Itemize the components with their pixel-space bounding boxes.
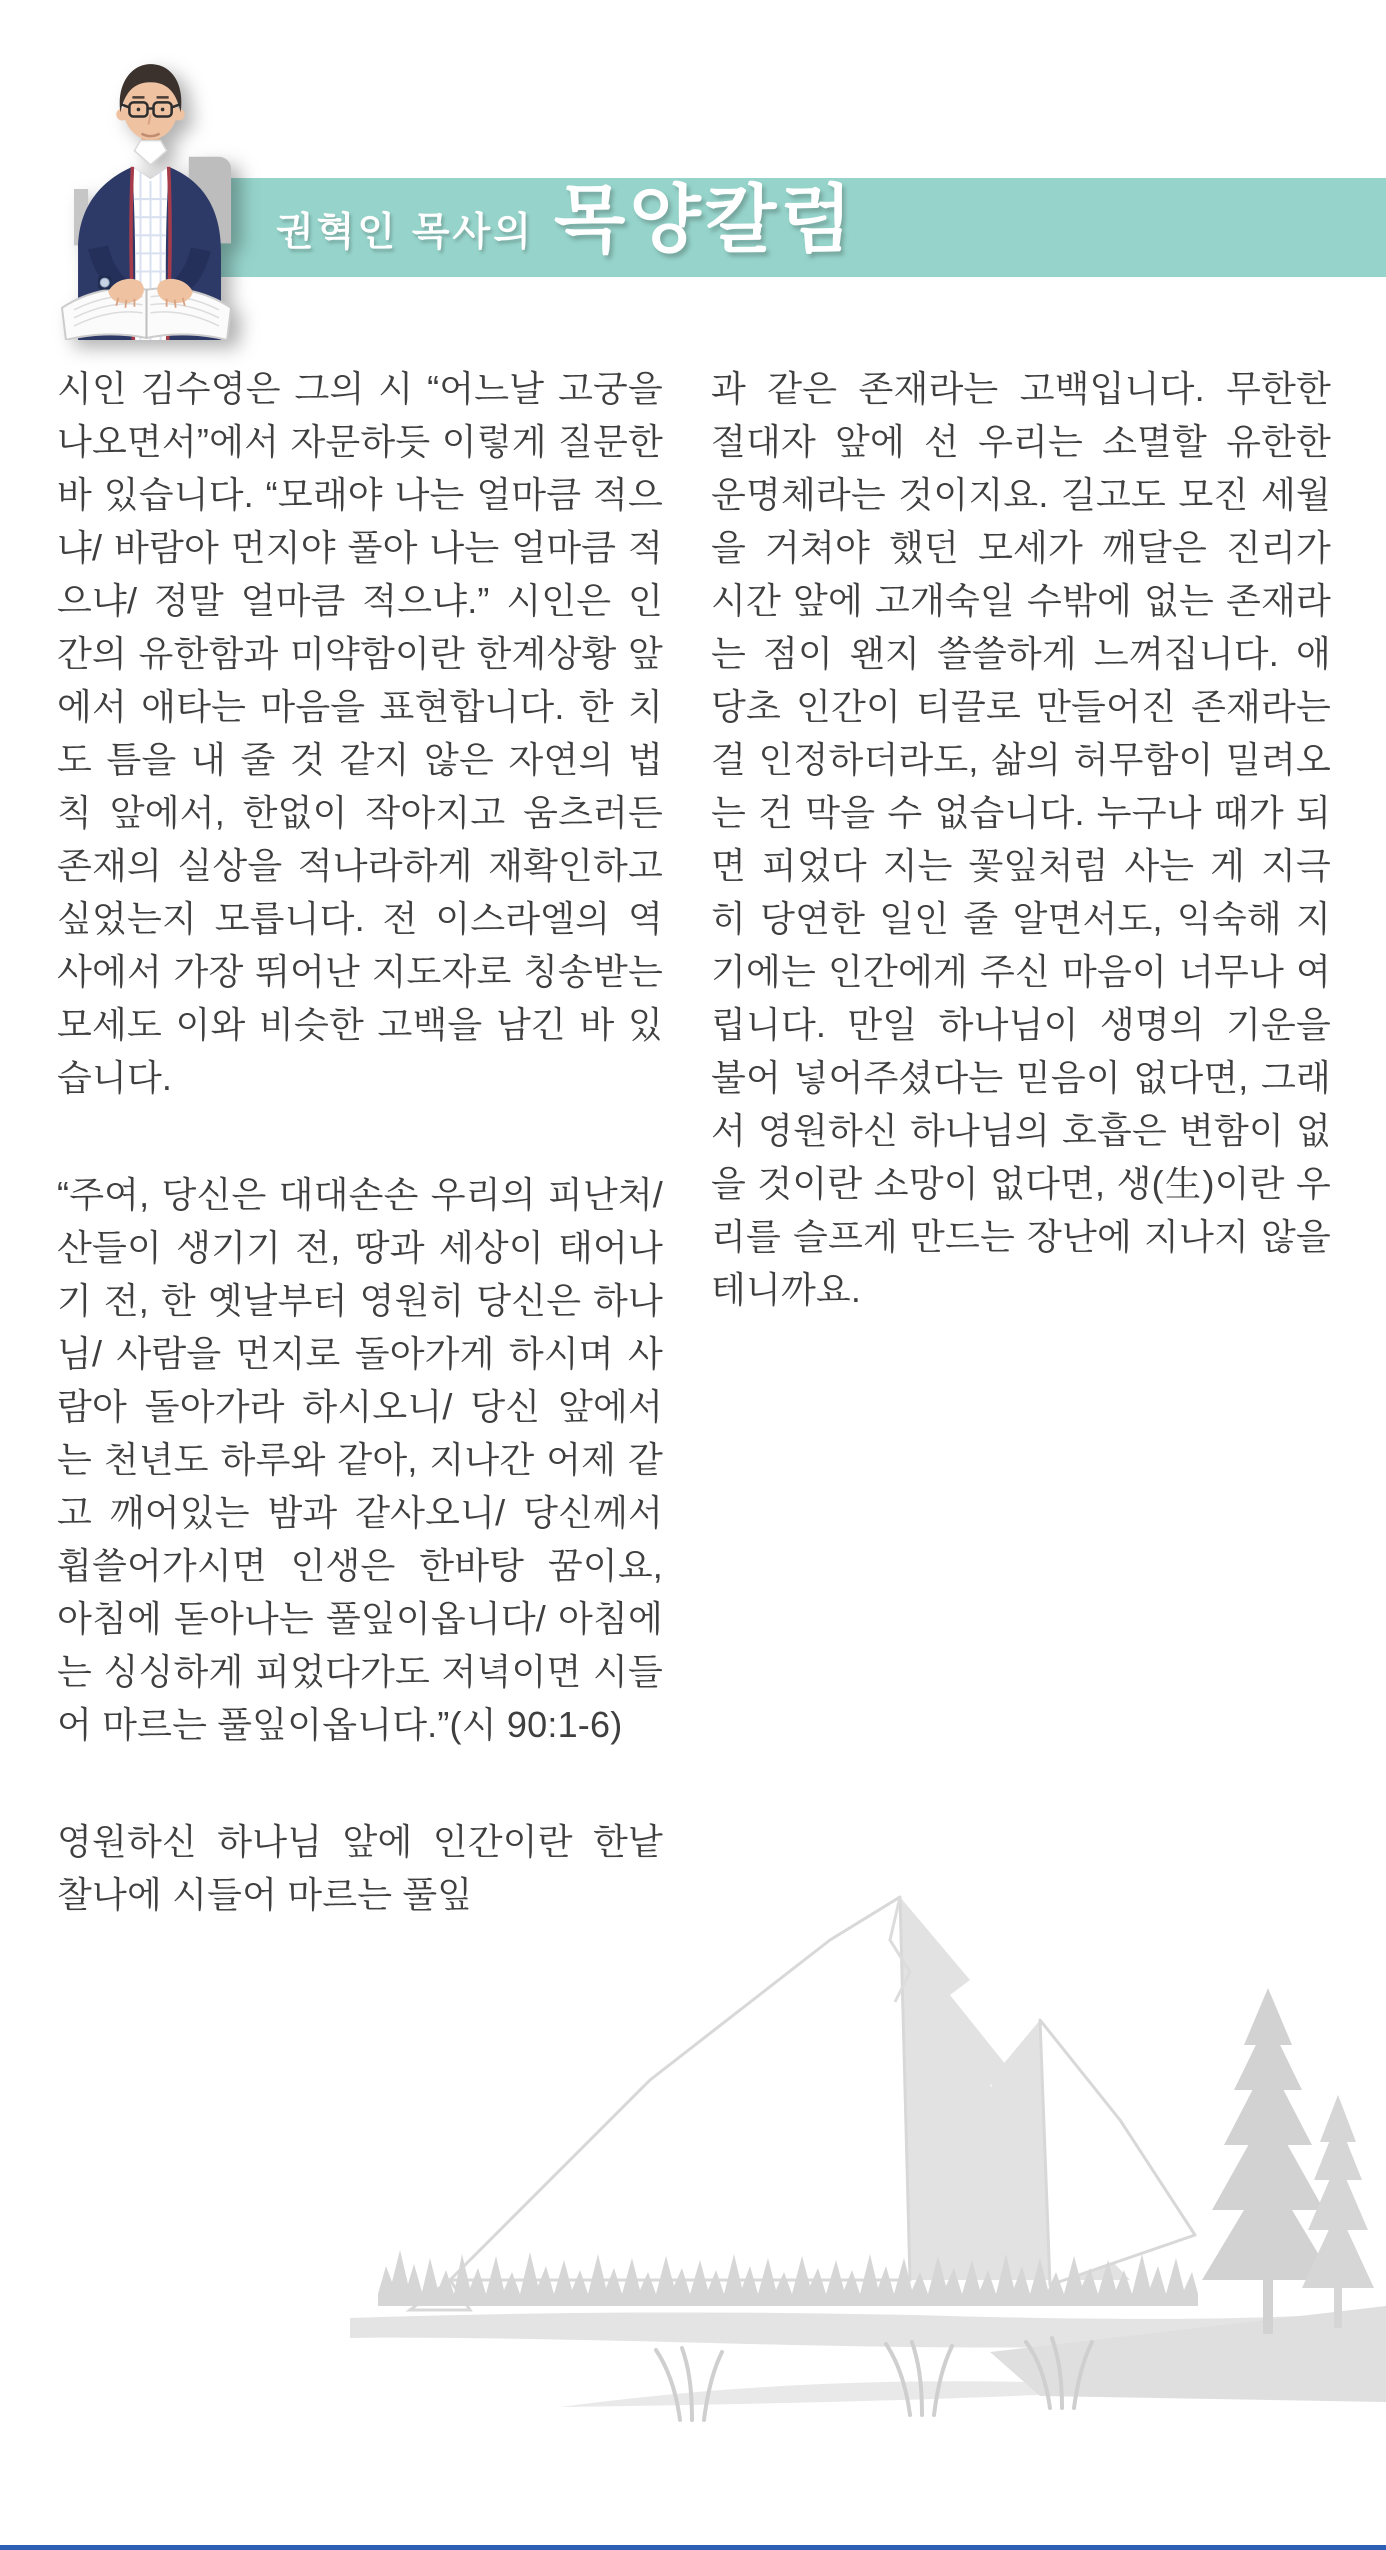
article-paragraph: “주여, 당신은 대대손손 우리의 피난처/ 산들이 생기기 전, 땅과 세상이 태어나기 전, 한 옛날부터 영원히 당신은 하나님/ 사람을 먼지로 돌아가게 하시며 사람아 돌아가라 하시오니/ 당신 앞에서는 천년도 하루와 같아, 지나간 어제 같고 깨어있는 밤과 같사오니/ 당신께서 휩쓸어가시면 인생은 한바탕 꿈이요, 아침에 돋아나는 풀잎이옵니다/ 아침에는 싱싱하게 피었다가도 저녁이면 시들어 마르는 풀잎이옵니다.”(시 90:1-6) [57,1174,663,1745]
column-header-banner [180,178,1386,277]
pastor-portrait-illustration [52,38,242,340]
pastor-photo [52,38,242,340]
banner-pretitle: 권혁인 목사의 [276,211,534,254]
mountain-scene-illustration [350,1880,1386,2425]
article-paragraph: 영원하신 하나님 앞에 인간이란 한낱 찰나에 시들어 마르는 풀잎 [57,1821,663,1915]
banner-title: 목양칼럼 [553,178,856,261]
banner-text [276,161,856,267]
article-paragraph: 과 같은 존재라는 고백입니다. 무한한 절대자 앞에 선 우리는 소멸할 유한한 운명체라는 것이지요. 길고도 모진 세월을 거쳐야 했던 모세가 깨달은 진리가 시간 앞에 고개숙일 수밖에 없는 존재라는 점이 왠지 쓸쓸하게 느껴집니다. 애당초 인간이 티끌로 만들어진 존재라는 걸 인정하더라도, 삶의 허무함이 밀려오는 건 막을 수 없습니다. 누구나 때가 되면 피었다 지는 꽃잎처럼 사는 게 지극히 당연한 일인 줄 알면서도, 익숙해 지기에는 인간에게 주신 마음이 너무나 여립니다. 만일 하나님이 생명의 기운을 불어 넣어주셨다는 믿음이 없다면, 그래서 영원하신 하나님의 호흡은 변함이 없을 것이란 소망이 없다면, 생(生)이란 우리를 슬프게 만드는 장난에 지나지 않을테니까요. [711,368,1331,1310]
article-column-right [711,362,1331,1316]
article-column-left [57,362,663,1921]
bottom-rule [0,2545,1386,2550]
article-paragraph: 시인 김수영은 그의 시 “어느날 고궁을 나오면서”에서 자문하듯 이렇게 질문한 바 있습니다. “모래야 나는 얼마큼 적으냐/ 바람아 먼지야 풀아 나는 얼마큼 적으냐/ 정말 얼마큼 적으냐.” 시인은 인간의 유한함과 미약함이란 한계상황 앞에서 애타는 마음을 표현합니다. 한 치도 틈을 내 줄 것 같지 않은 자연의 법칙 앞에서, 한없이 작아지고 움츠러든 존재의 실상을 적나라하게 재확인하고 싶었는지 모릅니다. 전 이스라엘의 역사에서 가장 뛰어난 지도자로 칭송받는 모세도 이와 비슷한 고백을 남긴 바 있습니다. [57,368,663,1098]
